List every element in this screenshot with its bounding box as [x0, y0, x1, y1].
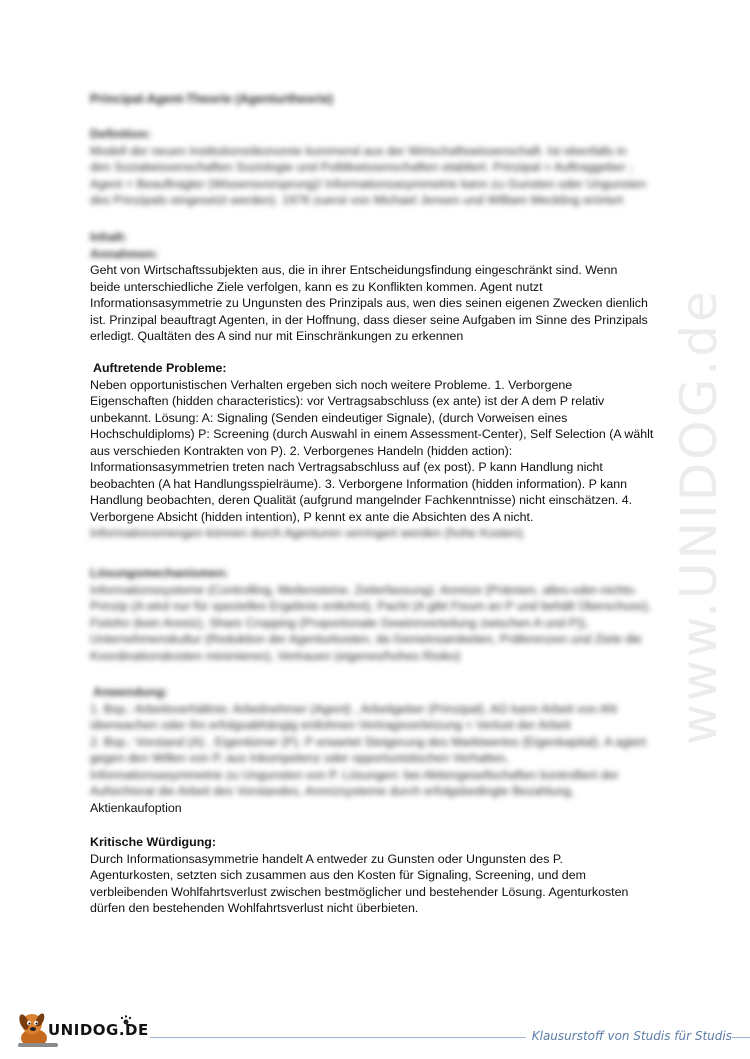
annahmen-line: erledigt. Qualtäten des A sind nur mit Einschränkungen zu erkennen — [90, 329, 464, 343]
probleme-line: unbekannt. Lösung: A: Signaling (Senden eindeutiger Signale), (durch Vorweisen eines — [90, 410, 568, 425]
definition-section — [90, 126, 662, 209]
loesung-heading: Lösungsmechanismen: — [90, 566, 229, 580]
footer-slogan: Klausurstoff von Studis für Studis — [526, 1029, 732, 1043]
anwendung-line: 1. Bsp.: Arbeitsverhältnis: Arbeitnehmer (Agent) , Arbeitgeber (Prinzipal). AG kann Arbeit von AN — [90, 701, 617, 716]
anwendung-section — [90, 684, 662, 816]
anwendung-clear-line: Aktienkaufoption — [90, 800, 182, 815]
annahmen-line: Informationsasymmetrie zu Ungunsten des Prinzipals aus, wen dies seinen eigenen Zwecken dienlich — [90, 296, 648, 310]
loesung-line: Unternehmenskultur (Reduktion der Agenturkosten, da Gemeinsamkeiten, Präferenzen und Ziele die — [90, 632, 642, 646]
anwendung-line: gegen den Willen von P, aus Inkompetenz oder opportunistischen Verhalten, — [90, 751, 509, 765]
probleme-line: Handlung beobachten, deren Qualität (aufgrund mangelnder Fachkenntnisse) nicht einschätzen. 4. — [90, 493, 633, 507]
kritik-line: verbleibenden Wohlfahrtsverlust zwischen bestmöglicher und bestehender Lösung. Agenturkosten — [90, 884, 629, 899]
inhalt-heading: Inhalt: — [90, 230, 128, 244]
loesung-line: Koordinationskosten minimieren), Vertrauen (eigenes/hohes Risiko) — [90, 648, 461, 663]
anwendung-line: überwachen oder ihn erfolgsabhängig entlohnen Vertragsverletzung = Verlust der Arbeit — [90, 718, 571, 732]
definition-line: den Sozialwissenschaften Soziologie und Politikwissenschaften etabliert. Prinzipal = Auftraggeber ; — [90, 160, 633, 174]
anwendung-line: 2. Bsp.: Vorstand (A) , Eigentümer (P). P erwartet Steigerung des Marktwertes (Eigenkapital). A agiert — [90, 734, 647, 749]
loesung-line: Prinzip (A wird nur für spezielles Ergebnis entlohnt), Pacht (A gibt Fixum an P und behält Überschuss), — [90, 599, 652, 613]
loesung-line: Informationssysteme (Controlling, Meilensteine, Zeiterfassung). Anreize (Prämien, alles-oder-nichts- — [90, 582, 638, 597]
definition-line: Modell der neuen Institutionsökonomie kommend aus der Wirtschaftswissenschaft. Ist ebenfalls in — [90, 143, 627, 158]
kritik-section — [90, 834, 662, 917]
kritik-line: dürfen den bestehenden Wohlfahrtsverlust nicht überbieten. — [90, 901, 419, 915]
anwendung-line: Aufsichtsrat die Arbeit des Vorstandes, Anreizsysteme durch erfolgsbedingte Bezahlung, — [90, 784, 575, 798]
logo-text: UNIDOG.DE — [48, 1021, 149, 1039]
annahmen-heading: Annahmen: — [90, 246, 159, 261]
definition-line: des Prinzipals eingesetzt werden). 1976 zuerst von Michael Jensen und William Meckling erörtert — [90, 193, 624, 207]
document-title: Principal-Agent-Theorie (Agenturtheorie) — [90, 92, 334, 106]
probleme-line: beobachten (A hat Handlungsspielräume). 3. Verborgene Information (hidden information). P kann — [90, 476, 628, 491]
annahmen-line: Geht von Wirtschaftssubjekten aus, die in ihrer Entscheidungsfindung eingeschränkt sind. Wenn — [90, 263, 618, 277]
annahmen-line: beide unterschiedliche Ziele verfolgen, kann es zu Konflikten kommen. Agent nutzt — [90, 279, 543, 294]
probleme-line: aus verschieden Kontrakten von P). 2. Verborgenes Handeln (hidden action): — [90, 443, 513, 458]
kritik-heading: Kritische Würdigung: — [90, 835, 216, 849]
probleme-line: Hochschuldiploms) P: Screening (durch Auswahl in einem Assessment-Center), Self Selection (A wählt — [90, 427, 654, 441]
probleme-blurred-line: Informationsmengen können durch Agenturen verringert werden (hohe Kosten). — [90, 526, 527, 540]
kritik-line: Durch Informationsasymmetrie handelt A entweder zu Gunsten oder Ungunsten des P. — [90, 851, 563, 866]
probleme-line: Neben opportunistischen Verhalten ergeben sich noch weitere Probleme. 1. Verborgene — [90, 377, 573, 392]
watermark: www.UNIDOG.de — [670, 288, 728, 745]
definition-heading: Definition: — [90, 127, 152, 141]
loesung-section — [90, 565, 662, 664]
probleme-line: Informationsasymmetrien treten nach Vertragsabschluss auf (ex post). P kann Handlung nicht — [90, 460, 603, 474]
probleme-heading: Auftretende Probleme: — [93, 361, 227, 375]
loesung-line: Fixlohn (kein Anreiz), Share Cropping (Proportionale Gewinnverteilung zwischen A und P)), — [90, 615, 589, 630]
probleme-line: Eigenschaften (hidden characteristics): vor Vertragsabschluss (ex ante) ist der A dem P relativ — [90, 394, 605, 408]
definition-line: Agent = Beauftragter (Wissensvorsprung)! Informationsasymmetrie kann zu Gunsten oder Ungunsten — [90, 176, 647, 191]
anwendung-heading: Anwendung: — [93, 685, 169, 699]
kritik-line: Agenturkosten, setzten sich zusammen aus den Kosten für Signaling, Screening, und dem — [90, 868, 586, 882]
probleme-line: Verborgene Absicht (hidden intention), P kennt ex ante die Absichten des A nicht. — [90, 509, 534, 524]
annahmen-line: ist. Prinzipal beauftragt Agenten, in der Hoffnung, dass dieser seine Aufgaben im Sinne des Prinzipals — [90, 312, 648, 327]
probleme-section — [90, 360, 662, 542]
anwendung-line: Informationsasymmetrie zu Ungunsten von P. Lösungen: bei Aktiengesellschaften kontrolliert der — [90, 767, 619, 782]
inhalt-section — [90, 229, 662, 345]
